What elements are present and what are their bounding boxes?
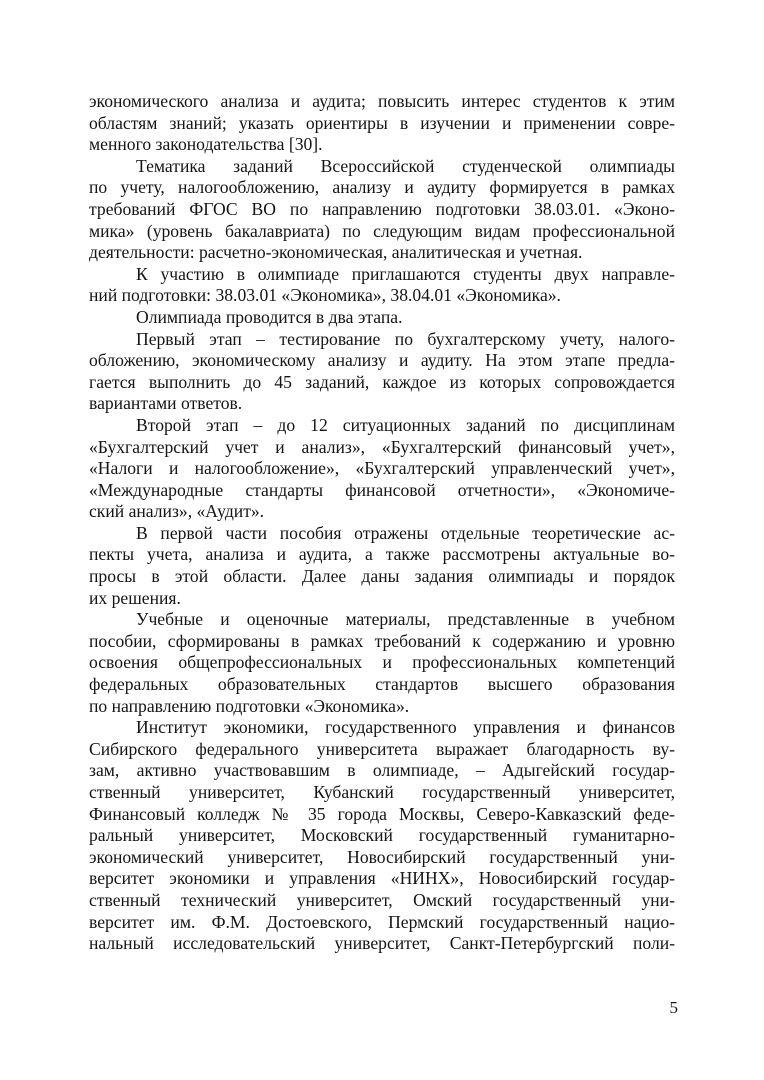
text-line: Второй этап – до 12 ситуационных заданий по дисциплинам: [136, 414, 675, 435]
text-line: вариантами ответов.: [89, 393, 243, 414]
paragraph: [89, 609, 675, 717]
text-line: пособии, сформированы в рамках требований к содержанию и уровню: [89, 630, 675, 651]
paragraph: [89, 307, 675, 329]
text-line: Олимпиада проводится в два этапа.: [136, 306, 403, 327]
text-line: менного законодательства [30].: [89, 134, 323, 155]
text-line: гается выполнить до 45 заданий, каждое из которых сопровождается: [89, 371, 675, 392]
paragraph: [89, 717, 675, 955]
text-line: Первый этап – тестирование по бухгалтерскому учету, налого-: [136, 328, 675, 349]
text-line: экономический университет, Новосибирский государственный уни-: [89, 846, 675, 867]
page-number: 5: [669, 998, 678, 1017]
paragraph: [89, 329, 675, 415]
text-line: К участию в олимпиаде приглашаются студенты двух направле-: [136, 263, 675, 284]
text-line: освоения общепрофессиональных и профессиональных компетенций: [89, 652, 675, 673]
text-line: по учету, налогообложению, анализу и аудиту формируется в рамках: [89, 177, 675, 198]
text-line: Тематика заданий Всероссийской студенческой олимпиады: [136, 155, 675, 176]
text-line: верситет экономики и управления «НИНХ», Новосибирский государ-: [89, 868, 675, 889]
text-line: просы в этой области. Далее даны задания олимпиады и порядок: [89, 566, 675, 587]
text-line: ственный технический университет, Омский государственный уни-: [89, 889, 675, 910]
text-line: «Налоги и налогообложение», «Бухгалтерский управленческий учет»,: [89, 458, 675, 479]
text-line: ственный университет, Кубанский государственный университет,: [89, 782, 675, 802]
text-line: «Бухгалтерский учет и анализ», «Бухгалтерский финансовый учет»,: [89, 436, 675, 457]
text-line: Сибирского федерального университета выражает благодарность ву-: [89, 738, 675, 759]
paragraph: [89, 156, 675, 264]
text-line: Учебные и оценочные материалы, представленные в учебном: [136, 609, 675, 630]
paragraph: [89, 264, 675, 307]
text-line: ний подготовки: 38.03.01 «Экономика», 38.04.01 «Экономика».: [89, 285, 561, 306]
text-line: их решения.: [89, 587, 181, 608]
text-line: федеральных образовательных стандартов высшего образования: [89, 674, 675, 695]
text-line: ский анализ», «Аудит».: [89, 501, 265, 522]
text-line: областям знаний; указать ориентиры в изучении и применении совре-: [89, 112, 675, 133]
text-line: Институт экономики, государственного управления и финансов: [136, 717, 675, 738]
paragraph: [89, 523, 675, 609]
text-line: ральный университет, Московский государственный гуманитарно-: [89, 825, 675, 846]
paragraph: [89, 91, 675, 156]
text-line: пекты учета, анализа и аудита, а также рассмотрены актуальные во-: [89, 544, 675, 565]
text-line: верситет им. Ф.М. Достоевского, Пермский государственный нацио-: [89, 911, 675, 932]
text-line: нальный исследовательский университет, Санкт-Петербургский поли-: [89, 933, 675, 954]
paragraph: [89, 415, 675, 523]
text-line: Финансовый колледж № 35 города Москвы, Северо-Кавказский феде-: [89, 803, 675, 824]
page-body: [89, 91, 675, 955]
text-line: зам, активно участвовавшим в олимпиаде, – Адыгейский государ-: [89, 760, 675, 781]
text-line: экономического анализа и аудита; повысить интерес студентов к этим: [89, 91, 675, 111]
text-line: В первой части пособия отражены отдельные теоретические ас-: [136, 522, 675, 543]
text-line: обложению, экономическому анализу и аудиту. На этом этапе предла-: [89, 350, 675, 371]
text-line: по направлению подготовки «Экономика».: [89, 695, 410, 716]
text-line: мика» (уровень бакалавриата) по следующим видам профессиональной: [89, 220, 675, 241]
text-line: «Международные стандарты финансовой отчетности», «Экономиче-: [89, 479, 675, 500]
text-line: требований ФГОС ВО по направлению подготовки 38.03.01. «Эконо-: [89, 198, 675, 219]
text-line: деятельности: расчетно-экономическая, аналитическая и учетная.: [89, 242, 583, 263]
